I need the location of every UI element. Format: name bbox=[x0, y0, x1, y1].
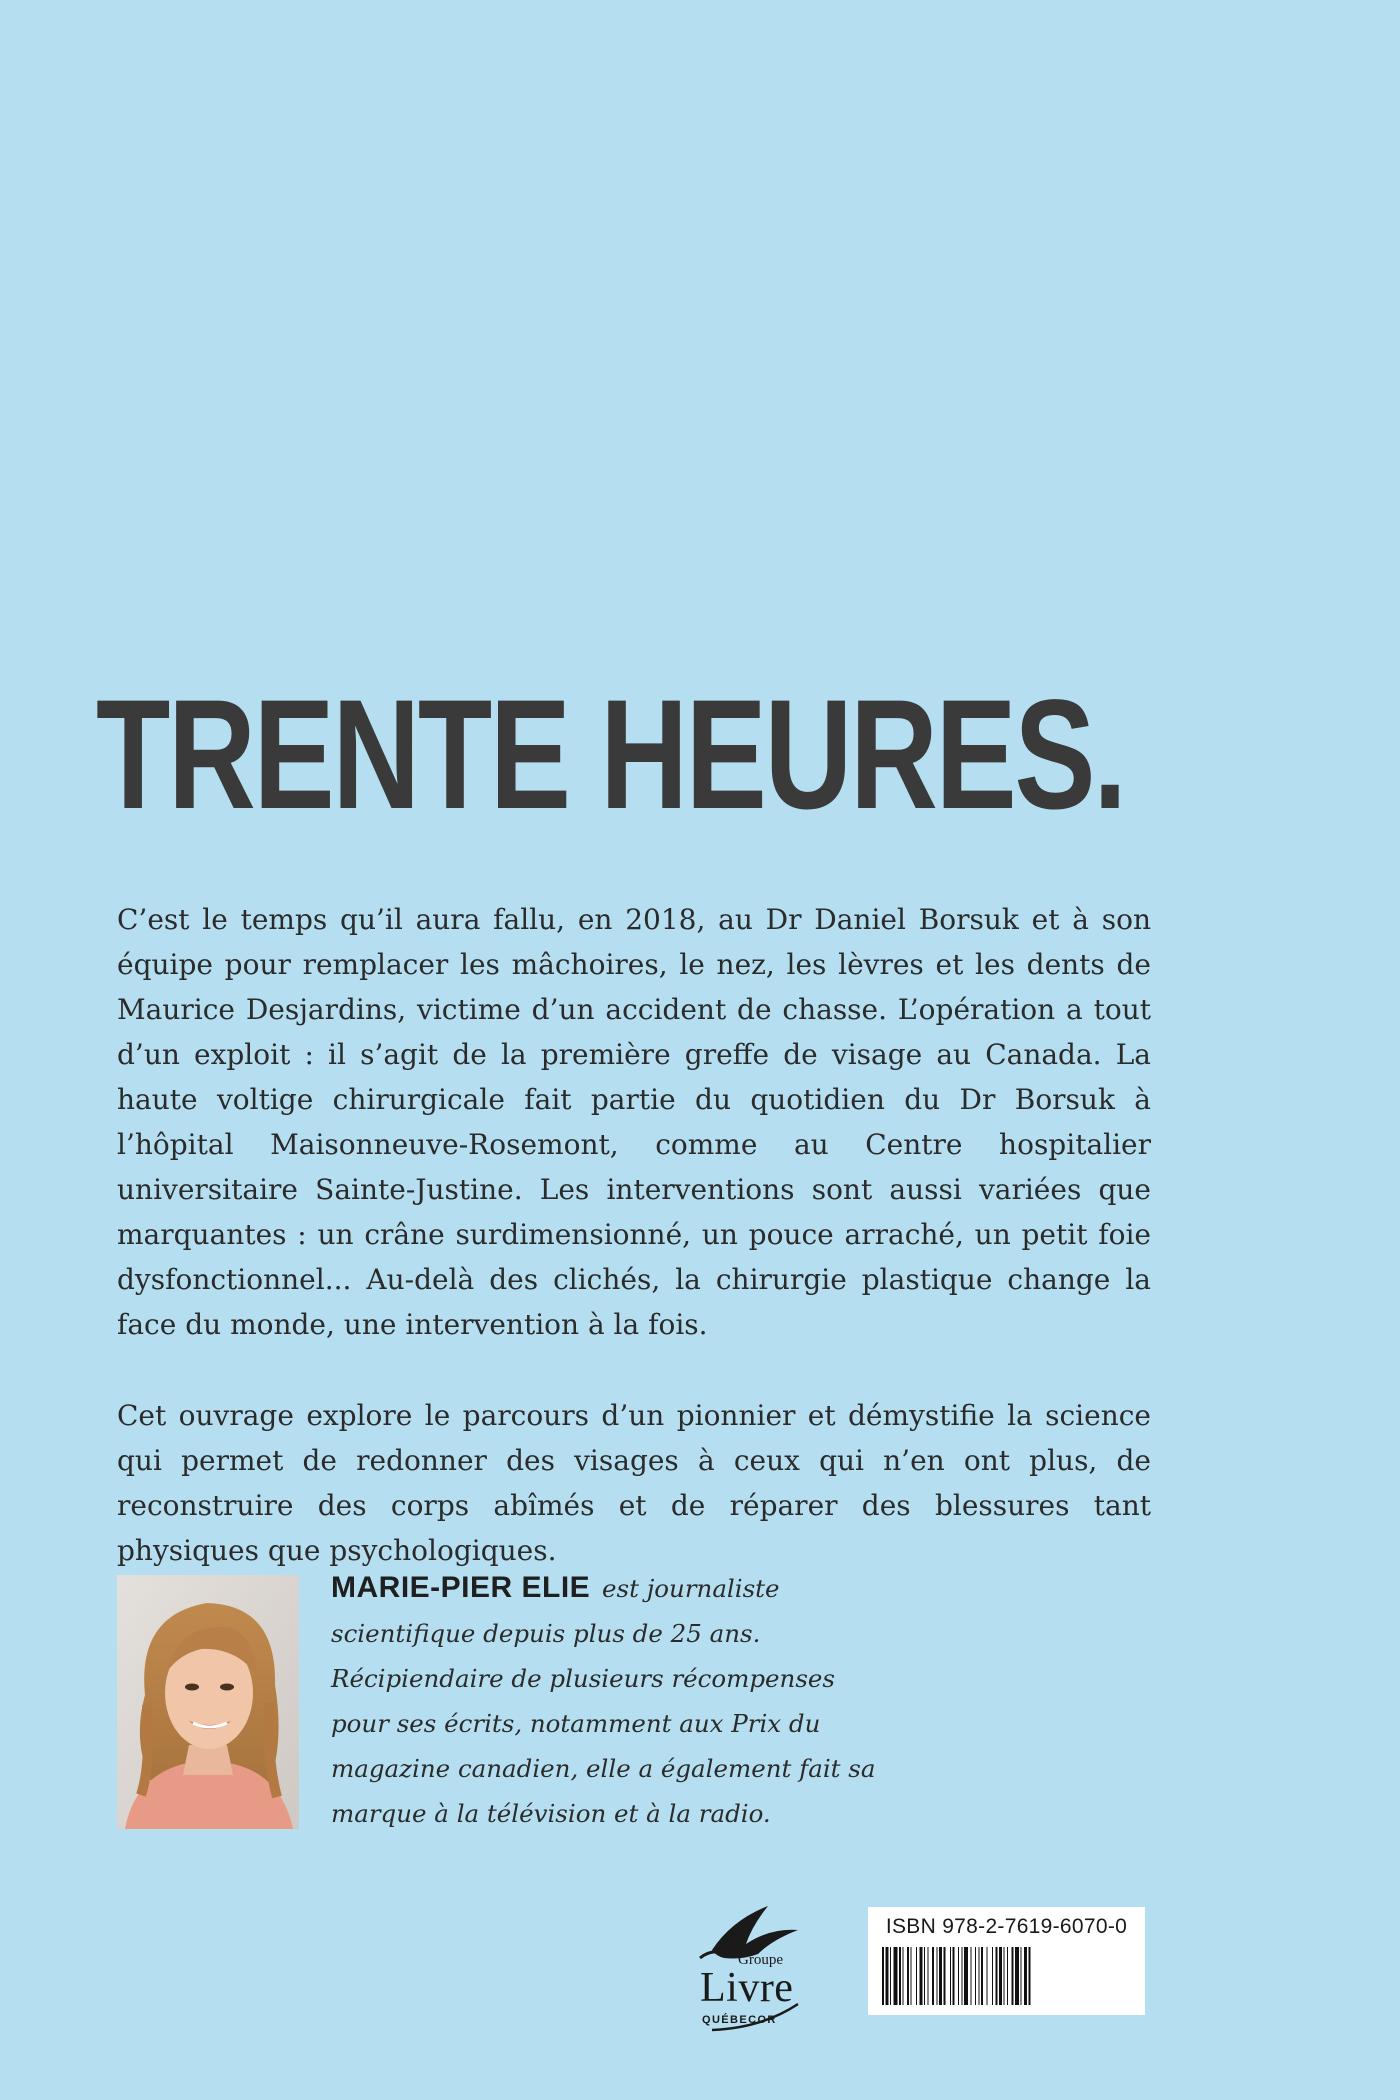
author-photo bbox=[117, 1575, 299, 1829]
publisher-quebecor: QUÉBECOR bbox=[702, 2014, 777, 2026]
synopsis-paragraph-2: Cet ouvrage explore le parcours d’un pionnier et démystifie la science qui permet de redonner des visages à ceux qui n’en ont plus, de reconstruire des corps abîmés et de réparer des blessures tant physiques que psychologiques. bbox=[117, 1399, 1151, 1567]
author-bio bbox=[331, 1565, 891, 1836]
publisher-logo bbox=[672, 1900, 820, 2035]
publisher-group: Groupe bbox=[738, 1952, 783, 1968]
author-name: MARIE-PIER ELIE bbox=[331, 1571, 591, 1604]
synopsis bbox=[117, 897, 1151, 1573]
barcode-icon bbox=[882, 1947, 1131, 2005]
isbn-number: ISBN 978-2-7619-6070-0 bbox=[885, 1915, 1128, 1938]
publisher-livre: Livre bbox=[700, 1965, 794, 2011]
synopsis-paragraph-1: C’est le temps qu’il aura fallu, en 2018, au Dr Daniel Borsuk et à son équipe pour remplacer les mâchoires, le nez, les lèvres et les dents de Maurice Desjardins, victime d’un accident de chasse. L’opération a tout d’un exploit : il s’agit de la première greffe de visage au Canada. La haute voltige chirurgicale fait partie du quotidien du Dr Borsuk à l’hôpital Maisonneuve-Rosemont, comme au Centre hospitalier universitaire Sainte-Justine. Les interventions sont aussi variées que marquantes : un crâne surdimensionné, un pouce arraché, un petit foie dysfonctionnel... Au-delà des clichés, la chirurgie plastique change la face du monde, une intervention à la fois. bbox=[117, 903, 1151, 1341]
headline: TRENTE HEURES. bbox=[96, 668, 1125, 842]
isbn-block bbox=[868, 1907, 1145, 2015]
author-bio-text: est journaliste scientifique depuis plus de 25 ans. Récipiendaire de plusieurs récompenses pour ses écrits, notamment aux Prix du magazine canadien, elle a également fait sa marque à la télévision et à la radio. bbox=[331, 1574, 876, 1828]
